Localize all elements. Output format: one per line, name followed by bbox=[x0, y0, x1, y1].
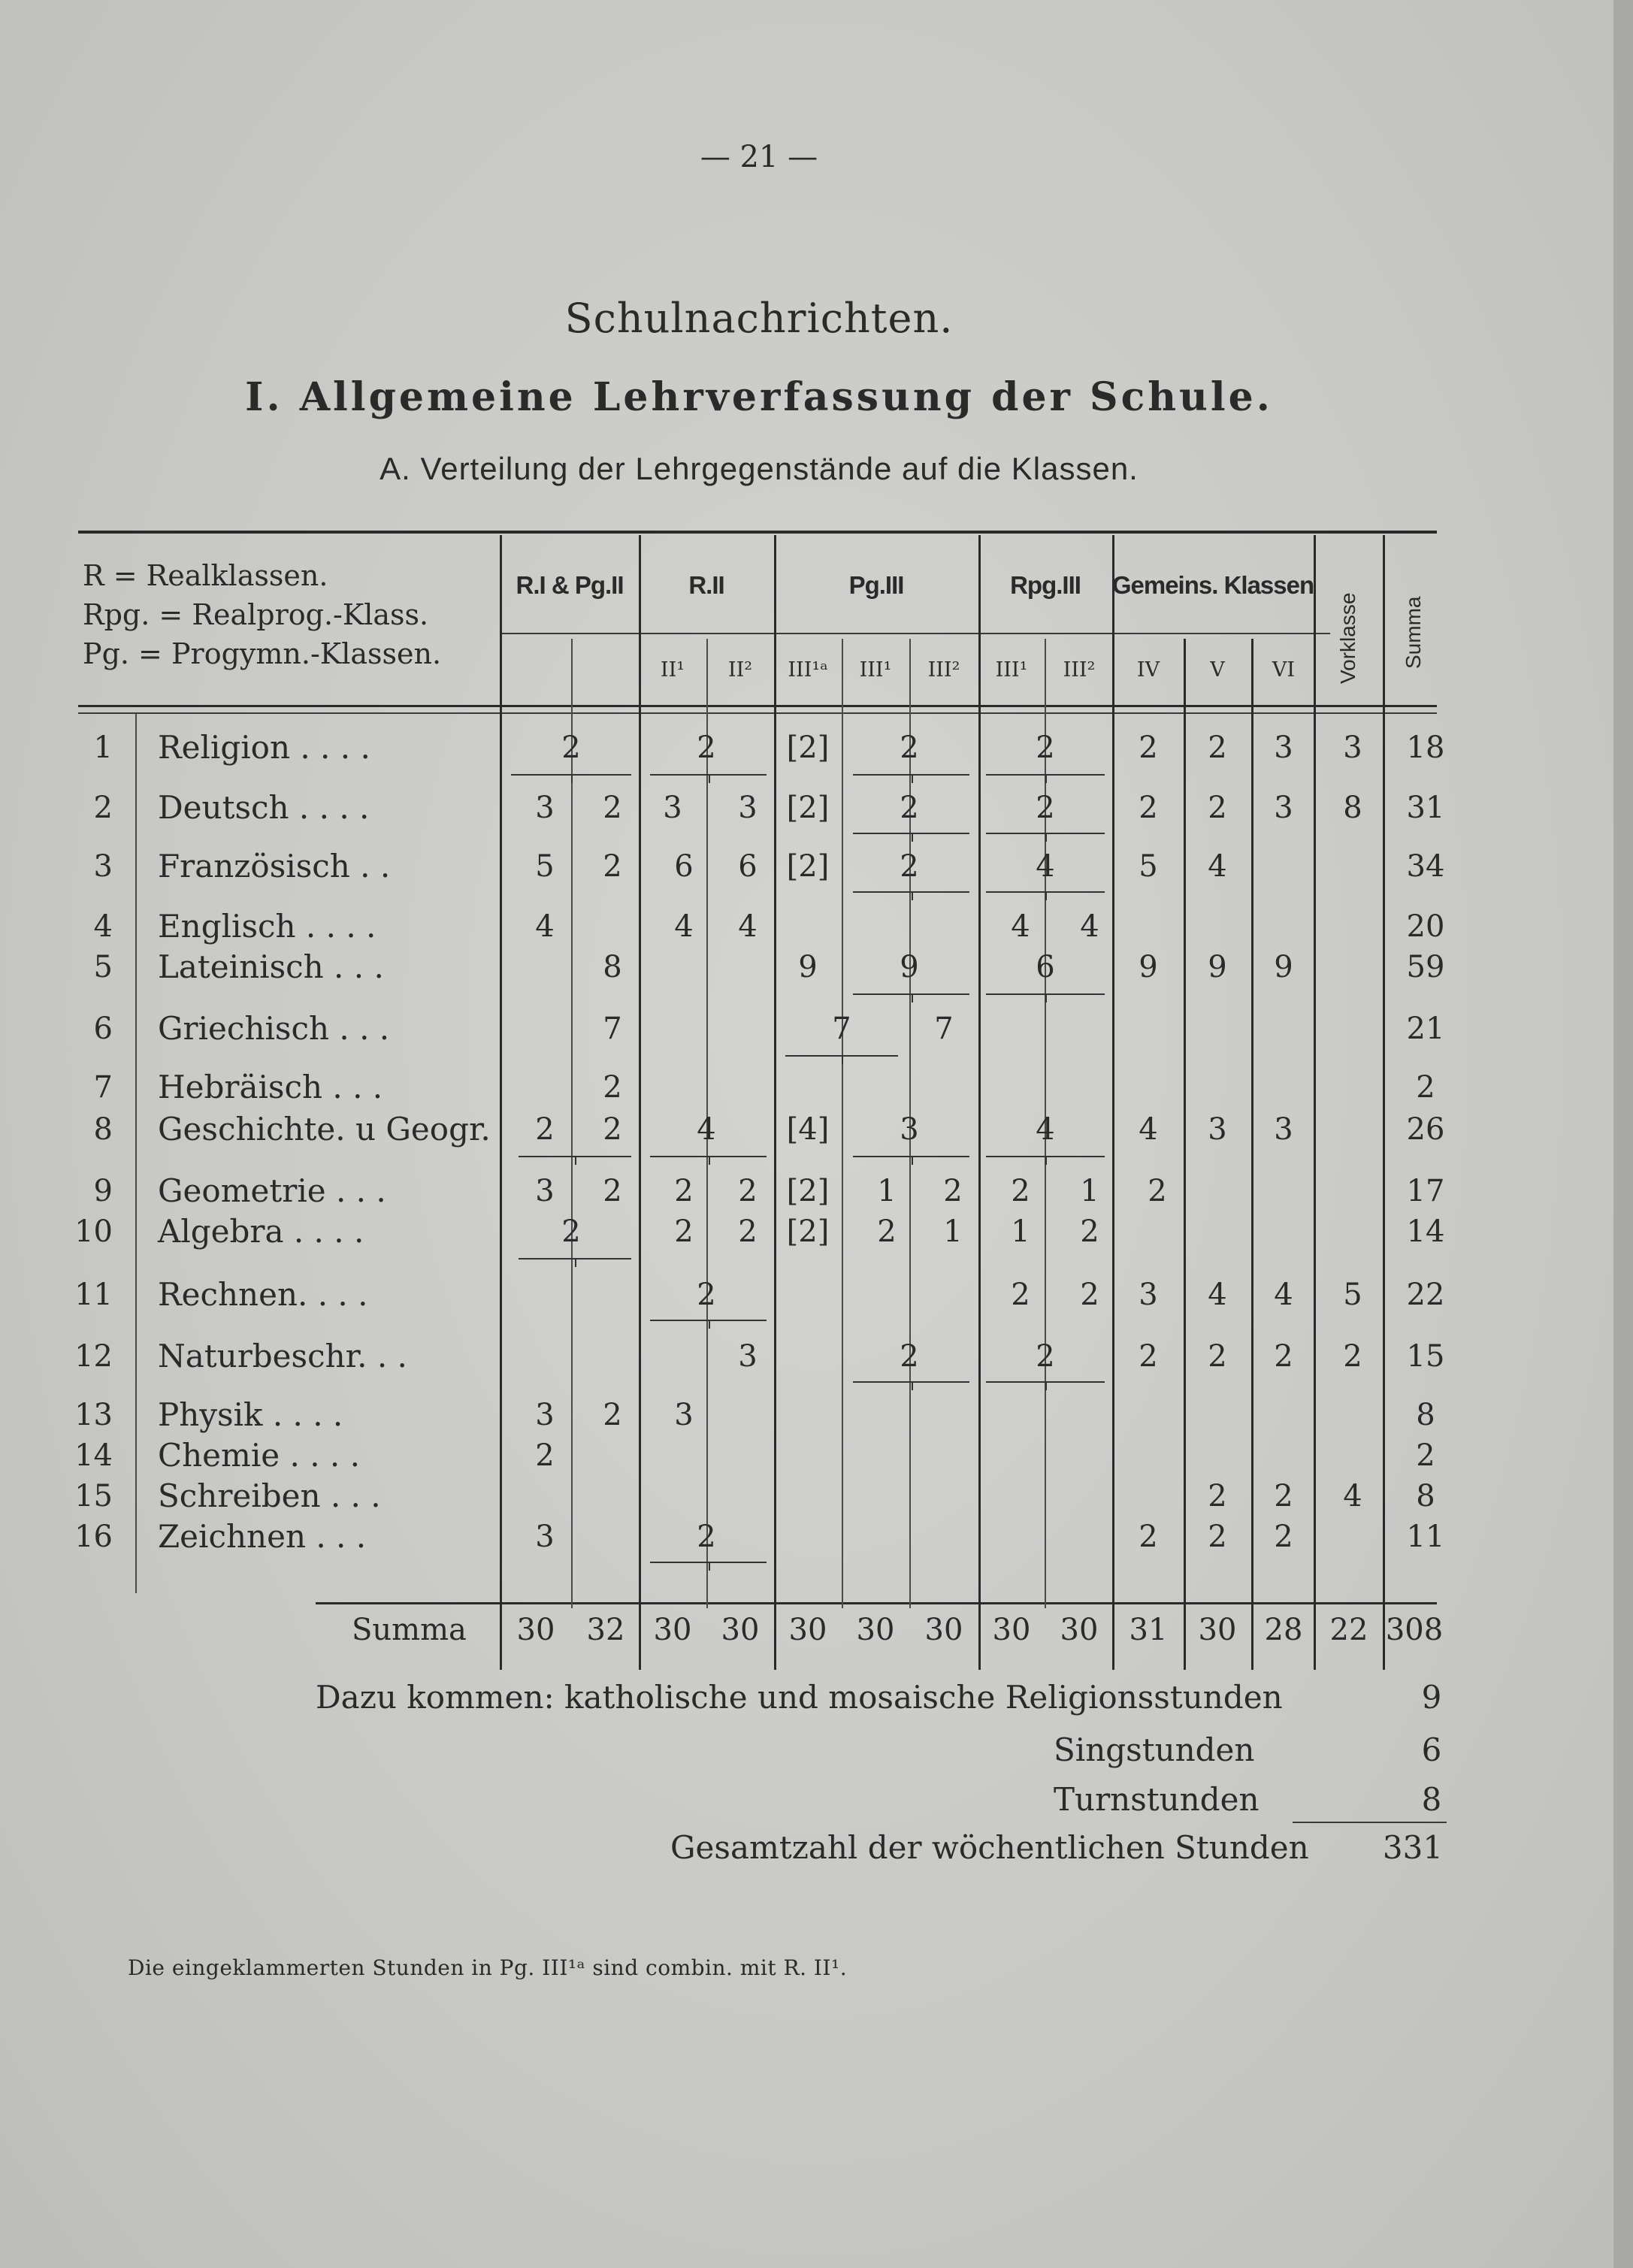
table-cell: 2 bbox=[603, 1112, 622, 1147]
table-cell: 5 bbox=[535, 849, 555, 884]
table-cell: 4 bbox=[1080, 909, 1099, 944]
table-cell: 7 bbox=[832, 1012, 851, 1046]
table-cell: 7 bbox=[934, 1012, 954, 1046]
extra-label: Turnstunden bbox=[1054, 1781, 1260, 1818]
table-cell: 2 bbox=[1208, 730, 1227, 765]
col-sub-header: II² bbox=[727, 658, 753, 682]
table-cell: 7 bbox=[603, 1012, 622, 1046]
table-cell: 2 bbox=[1343, 1339, 1362, 1374]
brace-mark bbox=[650, 1156, 767, 1157]
col-group-header: Pg.III bbox=[848, 571, 904, 599]
col-divider-2 bbox=[639, 535, 641, 1670]
summa-cell: 21 bbox=[1406, 1012, 1445, 1046]
sum-cell: 30 bbox=[992, 1613, 1031, 1647]
table-cell: 9 bbox=[1139, 950, 1158, 984]
table-cell: 2 bbox=[603, 791, 622, 825]
sub-divider bbox=[1184, 639, 1186, 1670]
table-cell: 4 bbox=[697, 1112, 716, 1147]
extra-label: Gesamtzahl der wöchentlichen Stunden bbox=[670, 1829, 1309, 1866]
subject-label: Schreiben . . . bbox=[158, 1477, 381, 1514]
table-cell: 2 bbox=[535, 1112, 555, 1147]
table-cell: 8 bbox=[1343, 791, 1362, 825]
summa-cell: 59 bbox=[1406, 950, 1445, 984]
table-cell: 2 bbox=[1208, 791, 1227, 825]
table-cell: 3 bbox=[535, 1174, 555, 1208]
sum-cell: 28 bbox=[1264, 1613, 1303, 1647]
legend bbox=[83, 556, 441, 673]
col-group-header-vertical: Summa bbox=[1402, 596, 1425, 669]
table-cell: 2 bbox=[900, 791, 919, 825]
sub-divider bbox=[842, 639, 843, 1608]
table-cell: 2 bbox=[1011, 1278, 1030, 1312]
subject-label: Zeichnen . . . bbox=[158, 1518, 367, 1555]
table-cell: 2 bbox=[900, 730, 919, 765]
summa-cell: 31 bbox=[1406, 791, 1445, 825]
table-cell: 2 bbox=[738, 1214, 758, 1249]
table-cell: 2 bbox=[900, 849, 919, 884]
section-heading: I. Allgemeine Lehrverfassung der Schule. bbox=[245, 374, 1273, 420]
col-sub-header: III¹ bbox=[995, 658, 1028, 682]
col-divider-3 bbox=[774, 535, 776, 1670]
table-cell: 4 bbox=[535, 909, 555, 944]
brace-mark bbox=[519, 1156, 631, 1157]
table-cell: 2 bbox=[1036, 791, 1055, 825]
row-number: 3 bbox=[93, 849, 113, 884]
col-sub-header: III¹ bbox=[859, 658, 892, 682]
extra-value: 331 bbox=[1382, 1829, 1444, 1866]
col-sub-header: IV bbox=[1136, 658, 1160, 682]
subsection-heading: A. Verteilung der Lehrgegenstände auf die Klassen. bbox=[380, 451, 1139, 486]
row-number: 2 bbox=[93, 791, 113, 825]
table-cell: 3 bbox=[738, 791, 758, 825]
table-cell: 3 bbox=[1343, 730, 1362, 765]
row-number: 10 bbox=[74, 1214, 113, 1249]
legend-line: Pg. = Progymn.-Klassen. bbox=[83, 637, 442, 670]
col-divider-5 bbox=[1112, 535, 1114, 1670]
subject-label: Rechnen. . . . bbox=[158, 1276, 368, 1313]
table-cell: 4 bbox=[1036, 1112, 1055, 1147]
table-cell: 2 bbox=[535, 1438, 555, 1473]
summa-cell: 2 bbox=[1416, 1438, 1435, 1473]
sum-label: Summa bbox=[352, 1613, 467, 1647]
table-cell: 2 bbox=[1208, 1339, 1227, 1374]
table-cell: 1 bbox=[1080, 1174, 1099, 1208]
sum-cell: 30 bbox=[856, 1613, 895, 1647]
table-cell: 3 bbox=[900, 1112, 919, 1147]
table-cell: 1 bbox=[943, 1214, 963, 1249]
table-cell: 3 bbox=[674, 1398, 694, 1432]
table-cell: 3 bbox=[1208, 1112, 1227, 1147]
table-cell: 2 bbox=[1208, 1479, 1227, 1514]
table-cell: 2 bbox=[1080, 1214, 1099, 1249]
table-cell: 2 bbox=[561, 730, 581, 765]
table-cell: 3 bbox=[1139, 1278, 1158, 1312]
sub-divider bbox=[1251, 639, 1253, 1670]
table-cell: 6 bbox=[674, 849, 694, 884]
table-cell: 1 bbox=[877, 1174, 897, 1208]
summa-cell: 11 bbox=[1406, 1520, 1445, 1554]
sum-cell: 30 bbox=[721, 1613, 760, 1647]
table-cell: 2 bbox=[943, 1174, 963, 1208]
col-divider-7 bbox=[1383, 535, 1385, 1670]
footnote: Die eingeklammerten Stunden in Pg. III¹ᵃ sind combin. mit R. II¹. bbox=[128, 1955, 848, 1980]
table-cell: 2 bbox=[697, 1278, 716, 1312]
table-cell: 3 bbox=[738, 1339, 758, 1374]
summa-cell: 20 bbox=[1406, 909, 1445, 944]
table-cell: 2 bbox=[1011, 1174, 1030, 1208]
table-top-rule bbox=[78, 531, 1437, 534]
table-cell: 2 bbox=[1274, 1520, 1293, 1554]
table-cell: 2 bbox=[1080, 1278, 1099, 1312]
col-sub-header: III² bbox=[927, 658, 960, 682]
summa-cell: 15 bbox=[1406, 1339, 1445, 1374]
table-cell: [2] bbox=[786, 849, 830, 884]
summa-cell: 8 bbox=[1416, 1479, 1435, 1514]
summa-cell: 18 bbox=[1406, 730, 1445, 765]
table-cell: 9 bbox=[1274, 950, 1293, 984]
brace-mark bbox=[986, 1156, 1105, 1157]
summa-cell: 17 bbox=[1406, 1174, 1445, 1208]
table-cell: 9 bbox=[1208, 950, 1227, 984]
brace-mark bbox=[986, 891, 1105, 893]
table-cell: 4 bbox=[1139, 1112, 1158, 1147]
table-cell: [4] bbox=[786, 1112, 830, 1147]
sum-cell: 30 bbox=[1198, 1613, 1237, 1647]
table-cell: 3 bbox=[535, 1520, 555, 1554]
summa-cell: 14 bbox=[1406, 1214, 1445, 1249]
table-cell: 2 bbox=[561, 1214, 581, 1249]
subject-label: Griechisch . . . bbox=[158, 1010, 390, 1047]
table-cell: 4 bbox=[1208, 849, 1227, 884]
table-cell: 6 bbox=[738, 849, 758, 884]
table-cell: 4 bbox=[738, 909, 758, 944]
summa-cell: 26 bbox=[1406, 1112, 1445, 1147]
extra-label: Singstunden bbox=[1054, 1731, 1255, 1768]
row-number: 16 bbox=[74, 1520, 113, 1554]
table-header-rule-2 bbox=[78, 712, 1437, 714]
table-cell: 2 bbox=[1139, 1339, 1158, 1374]
subject-label: Englisch . . . . bbox=[158, 908, 376, 945]
table-cell: 4 bbox=[1036, 849, 1055, 884]
summa-cell: 8 bbox=[1416, 1398, 1435, 1432]
subject-label: Religion . . . . bbox=[158, 729, 370, 766]
subject-label: Physik . . . . bbox=[158, 1396, 343, 1433]
table-cell: [2] bbox=[786, 1174, 830, 1208]
brace-mark bbox=[853, 774, 969, 776]
table-cell: 2 bbox=[603, 849, 622, 884]
table-cell: 2 bbox=[877, 1214, 897, 1249]
table-cell: 2 bbox=[603, 1398, 622, 1432]
brace-mark bbox=[650, 774, 767, 776]
table-cell: 2 bbox=[1139, 730, 1158, 765]
table-cell: 4 bbox=[674, 909, 694, 944]
table-cell: 2 bbox=[1036, 730, 1055, 765]
brace-mark bbox=[853, 1156, 969, 1157]
extra-value: 6 bbox=[1421, 1731, 1442, 1768]
col-group-header: Rpg.III bbox=[1010, 571, 1081, 599]
brace-mark bbox=[853, 993, 969, 995]
table-cell: 6 bbox=[1036, 950, 1055, 984]
subject-label: Hebräisch . . . bbox=[158, 1069, 383, 1105]
table-cell: 3 bbox=[535, 791, 555, 825]
sum-cell: 30 bbox=[1060, 1613, 1099, 1647]
subject-label: Deutsch . . . . bbox=[158, 789, 370, 826]
table-cell: 2 bbox=[674, 1214, 694, 1249]
sub-divider bbox=[571, 639, 573, 1608]
brace-mark bbox=[650, 1562, 767, 1563]
brace-mark bbox=[650, 1320, 767, 1321]
sum-top-rule bbox=[316, 1602, 1437, 1604]
sum-rule bbox=[1293, 1822, 1447, 1823]
col-sub-header: VI bbox=[1272, 658, 1296, 682]
table-cell: 2 bbox=[1148, 1174, 1167, 1208]
col-sub-header: III² bbox=[1063, 658, 1096, 682]
row-number: 12 bbox=[74, 1339, 113, 1374]
summa-cell: 34 bbox=[1406, 849, 1445, 884]
legend-line: R = Realklassen. bbox=[83, 559, 328, 592]
brace-mark bbox=[785, 1055, 898, 1057]
subheader-rule bbox=[500, 633, 1330, 634]
table-cell: 3 bbox=[663, 791, 682, 825]
brace-mark bbox=[511, 774, 631, 776]
col-divider-1 bbox=[500, 535, 502, 1670]
row-number: 14 bbox=[74, 1438, 113, 1473]
table-cell: 2 bbox=[1036, 1339, 1055, 1374]
table-cell: 2 bbox=[900, 1339, 919, 1374]
table-header-rule bbox=[78, 705, 1437, 707]
table-cell: 2 bbox=[1139, 1520, 1158, 1554]
brace-mark bbox=[853, 833, 969, 834]
table-cell: 3 bbox=[1274, 791, 1293, 825]
brace-mark bbox=[986, 1381, 1105, 1383]
summa-cell: 2 bbox=[1416, 1070, 1435, 1105]
table-cell: 2 bbox=[738, 1174, 758, 1208]
brace-mark bbox=[986, 993, 1105, 995]
brace-mark bbox=[853, 1381, 969, 1383]
table-cell: 8 bbox=[603, 950, 622, 984]
row-number: 5 bbox=[93, 950, 113, 984]
extra-label: Dazu kommen: katholische und mosaische Religionsstunden bbox=[316, 1679, 1283, 1716]
sum-cell: 31 bbox=[1129, 1613, 1168, 1647]
table-cell: [2] bbox=[786, 730, 830, 765]
sum-cell: 30 bbox=[653, 1613, 692, 1647]
sum-cell: 308 bbox=[1385, 1613, 1444, 1647]
table-cell: 2 bbox=[1139, 791, 1158, 825]
brace-mark bbox=[986, 833, 1105, 834]
row-number: 11 bbox=[74, 1278, 113, 1312]
table-cell: [2] bbox=[786, 1214, 830, 1249]
table-cell: 2 bbox=[697, 730, 716, 765]
table-cell: [2] bbox=[786, 791, 830, 825]
subject-label: Naturbeschr. . . bbox=[158, 1338, 407, 1374]
col-sub-header: III¹ᵃ bbox=[788, 658, 828, 682]
sum-cell: 30 bbox=[924, 1613, 963, 1647]
table-cell: 2 bbox=[603, 1174, 622, 1208]
row-number: 8 bbox=[93, 1112, 113, 1147]
sum-cell: 22 bbox=[1329, 1613, 1368, 1647]
subject-label: Geometrie . . . bbox=[158, 1172, 386, 1209]
table-cell: 2 bbox=[1208, 1520, 1227, 1554]
table-cell: 3 bbox=[1274, 1112, 1293, 1147]
rownum-divider bbox=[135, 714, 137, 1593]
extra-value: 8 bbox=[1421, 1781, 1442, 1818]
row-number: 1 bbox=[93, 730, 113, 765]
table-cell: 4 bbox=[1208, 1278, 1227, 1312]
col-sub-header: II¹ bbox=[660, 658, 685, 682]
table-cell: 3 bbox=[535, 1398, 555, 1432]
col-group-header: Gemeins. Klassen bbox=[1111, 571, 1314, 599]
page-edge bbox=[1613, 0, 1633, 2268]
col-group-header: R.II bbox=[688, 571, 724, 599]
table-cell: 2 bbox=[1274, 1339, 1293, 1374]
sum-cell: 30 bbox=[516, 1613, 555, 1647]
row-number: 7 bbox=[93, 1070, 113, 1105]
table-cell: 9 bbox=[798, 950, 818, 984]
table-cell: 4 bbox=[1274, 1278, 1293, 1312]
table-cell: 4 bbox=[1011, 909, 1030, 944]
brace-mark bbox=[986, 774, 1105, 776]
col-sub-header: V bbox=[1210, 658, 1225, 682]
brace-mark bbox=[519, 1258, 631, 1259]
col-divider-4 bbox=[978, 535, 981, 1670]
table-cell: 2 bbox=[697, 1520, 716, 1554]
row-number: 15 bbox=[74, 1479, 113, 1514]
table-cell: 2 bbox=[674, 1174, 694, 1208]
sum-cell: 32 bbox=[586, 1613, 625, 1647]
table-cell: 2 bbox=[603, 1070, 622, 1105]
sum-cell: 30 bbox=[788, 1613, 827, 1647]
row-number: 6 bbox=[93, 1012, 113, 1046]
row-number: 9 bbox=[93, 1174, 113, 1208]
table-cell: 1 bbox=[1011, 1214, 1030, 1249]
legend-line: Rpg. = Realprog.-Klass. bbox=[83, 598, 429, 631]
subject-label: Chemie . . . . bbox=[158, 1437, 360, 1474]
row-number: 13 bbox=[74, 1398, 113, 1432]
summa-cell: 22 bbox=[1406, 1278, 1445, 1312]
col-divider-6 bbox=[1314, 535, 1316, 1670]
table-cell: 5 bbox=[1139, 849, 1158, 884]
page-title: Schulnachrichten. bbox=[564, 295, 954, 342]
subject-label: Geschichte. u Geogr. bbox=[158, 1111, 491, 1148]
subject-label: Algebra . . . . bbox=[158, 1213, 364, 1250]
table-cell: 4 bbox=[1343, 1479, 1362, 1514]
extra-value: 9 bbox=[1421, 1679, 1442, 1716]
subject-label: Französisch . . bbox=[158, 848, 391, 885]
col-group-header: R.I & Pg.II bbox=[516, 571, 624, 599]
col-group-header-vertical: Vorklasse bbox=[1336, 592, 1359, 684]
brace-mark bbox=[853, 891, 969, 893]
row-number: 4 bbox=[93, 909, 113, 944]
subject-label: Lateinisch . . . bbox=[158, 948, 384, 985]
page-number: — 21 — bbox=[700, 140, 818, 174]
table-cell: 5 bbox=[1343, 1278, 1362, 1312]
table-cell: 3 bbox=[1274, 730, 1293, 765]
table-cell: 9 bbox=[900, 950, 919, 984]
table-cell: 2 bbox=[1274, 1479, 1293, 1514]
